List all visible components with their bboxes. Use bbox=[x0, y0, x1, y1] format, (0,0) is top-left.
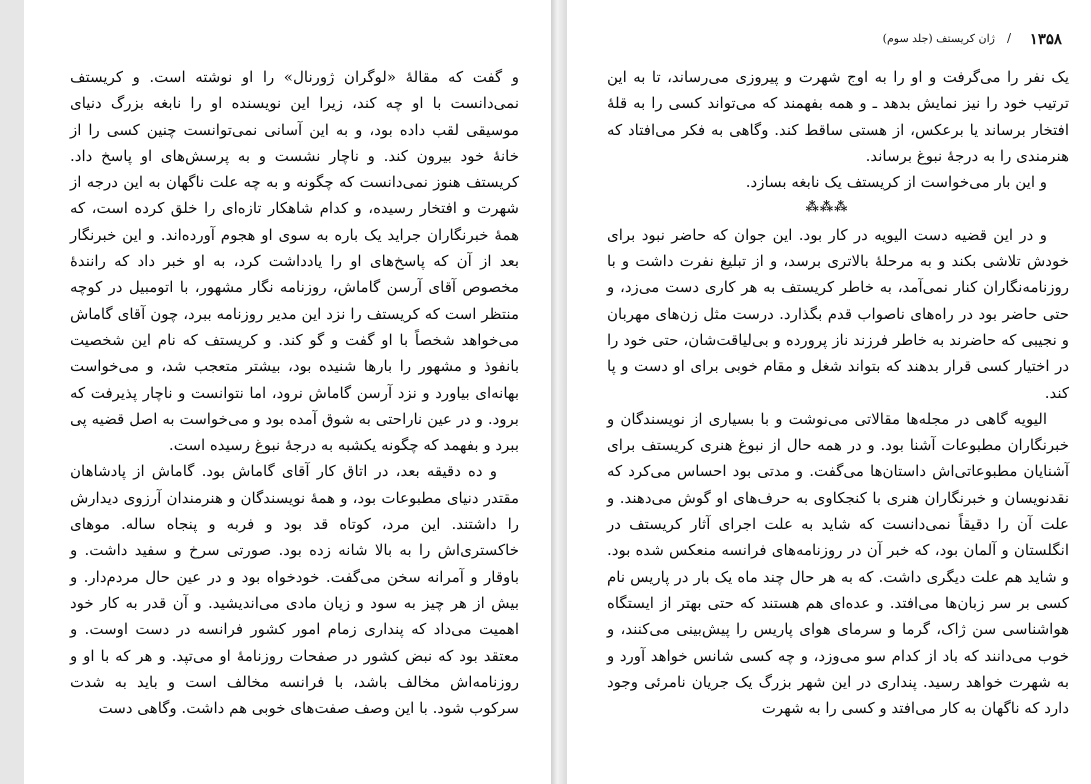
right-intro-paragraph: یک نفر را می‌گرفت و او را به اوج شهرت و پیروزی می‌رساند، تا به این ترتیب خود را نیز نمایش بدهد ـ و همه بفهمند که می‌تواند کسی را به قلهٔ افتخار برساند یا برعکس، از هستی ساقط کند. وگاهی به فکر می‌افتاد که هنرمندی را به درجهٔ نبوغ برساند. bbox=[607, 68, 1069, 165]
page-number: ۱۳۵۸ bbox=[1029, 30, 1062, 48]
section-break-mark: ⁂⁂⁂ bbox=[805, 200, 849, 216]
running-head bbox=[567, 30, 1091, 52]
right-paragraph-1: و در این قضیه دست الیویه در کار بود. این جوان که حاضر نبود برای خودش تلاشی بکند و به مرحلهٔ بالاتری برسد، و از تبلیغ نفرت داشت و با روزنامه‌نگاران کنار نمی‌آمد، به خاطر کریستف به هر کاری دست می‌زد، و حتی حاضر بود در راه‌های ناصواب قدم بگذارد. درست مثل زن‌های مهربان و نجیبی که حاضرند به خاطر فرزند ناز پرورده و بی‌لیاقت‌شان، حتی خود را در اختیار کسی قرار بدهند که بتواند شغل و مقام خوبی برای او دست و پا کند. bbox=[607, 225, 1069, 402]
book-title: ژان کریستف (جلد سوم) bbox=[882, 32, 995, 45]
right-page bbox=[567, 0, 1091, 784]
left-page-text bbox=[70, 64, 519, 721]
running-head-separator: / bbox=[1006, 31, 1011, 45]
left-page bbox=[24, 0, 551, 784]
left-paragraph-2: و ده دقیقه بعد، در اتاق کار آقای گاماش بود. گاماش از پادشاهان مقتدر دنیای مطبوعات بود، و همهٔ نویسندگان و هنرمندان آرزوی دیدارش را داشتند. این مرد، کوتاه قد بود و فربه و پنجاه ساله. موهای خاکستری‌اش را به بالا شانه زده بود. صورتی سرخ و سفید داشت. و باوقار و آمرانه سخن می‌گفت. خودخواه بود و در عین حال مردم‌دار. و بیش از هر چیز به سود و زیان مادی می‌اندیشید. و آن قدر به کار خود اهمیت می‌داد که پنداری زمام امور کشور فرانسه در دست اوست. و معتقد بود که نبض کشور در صفحات روزنامهٔ او می‌تپد. و هر که با او و روزنامه‌اش مخالف باشد، با فرانسه مخالف است و باید به شدت سرکوب شود. با این وصف صفت‌های خوبی هم داشت. وگاهی دست bbox=[70, 462, 519, 718]
book-gutter bbox=[551, 0, 567, 784]
right-page-text bbox=[607, 64, 1069, 721]
right-short-paragraph: و این بار می‌خواست از کریستف یک نابغه بسازد. bbox=[745, 173, 1047, 192]
left-paragraph-1: و گفت که مقالهٔ «لوگران ژورنال» را او نوشته است. و کریستف نمی‌دانست با او چه کند، زیرا این نویسنده او را نابغه بزرگ دنیای موسیقی لقب داده بود، و به این آسانی نمی‌توانست چنین کسی را از خانهٔ خود بیرون کند. و ناچار نشست و به پرسش‌های او پاسخ داد. کریستف هنوز نمی‌دانست که چگونه و به چه علت ناگهان به این درجه از شهرت و افتخار رسیده، و کدام شاهکار تازه‌ای را خلق کرده است، که همهٔ خبرنگاران جراید یک باره به سوی او هجوم آورده‌اند. و این خبرنگار بعد از آن که پاسخ‌های او را یادداشت کرد، به او خبر داد که رانندهٔ مخصوص آقای آرسن گاماش، روزنامه نگار مشهور، با اتومبیل در کوچه منتظر است که کریستف را نزد این مدیر روزنامه ببرد، چون آقای گاماش می‌خواهد شخصاً با او گفت و گو کند. و کریستف که نام این شخصیت بانفوذ و مشهور را بارها شنیده بود، بیشتر متعجب شد، و می‌خواست بهانه‌ای بیاورد و نزد آرسن گاماش نرود، اما نتوانست و ناچار پذیرفت که برود. و در عین ناراحتی به شوق آمده بود و می‌خواست به اصل قضیه پی ببرد و بفهمد که چگونه یکشبه به درجهٔ نبوغ رسیده است. bbox=[70, 68, 519, 455]
right-paragraph-2: الیویه گاهی در مجله‌ها مقالاتی می‌نوشت و با بسیاری از نویسندگان و خبرنگاران مطبوعات آشنا بود. و در همه حال از نبوغ هنری کریستف برای آشنایان مطبوعاتی‌اش داستان‌ها می‌گفت. و مدتی بود احساس می‌کرد که نقدنویسان و خبرنگاران هنری با کنجکاوی به حرف‌های او گوش می‌دهند. و علت آن را دقیقاً نمی‌دانست که شاید به علت اجرای آثار کریستف در انگلستان و آلمان بود، که خبر آن در روزنامه‌های فرانسه منعکس شده بود. و شاید هم علت دیگری داشت. که به هر حال چند ماه یک بار در پاریس نام کسی بر سر زبان‌ها می‌افتد. و عده‌ای هم هستند که حتی بهتر از ایستگاه هواشناسی سن ژاک، گرما و سرمای هوای پاریس را پیش‌بینی می‌کنند، و خوب می‌دانند که باد از کدام سو می‌وزد، و چه کسی شانس خواهد آورد و به شهرت خواهد رسید. پنداری در این شهر بزرگ یک جریان نامرئی وجود دارد که ناگهان به کار می‌افتد و کسی را به شهرت bbox=[607, 409, 1069, 718]
